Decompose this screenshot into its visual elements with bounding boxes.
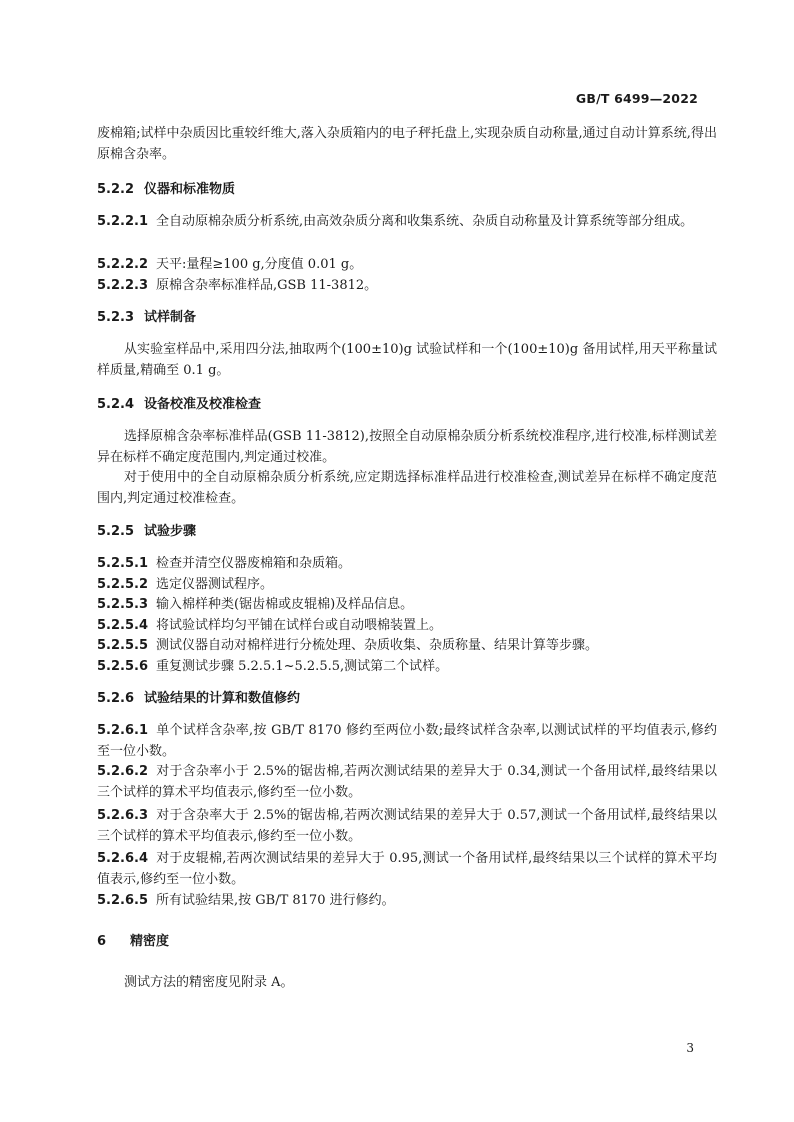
clause-5-2-6-4 (97, 849, 717, 890)
clause-text: 选定仪器测试程序。 (156, 577, 274, 592)
section-number: 5.2.5 (97, 524, 135, 539)
clause-text: 全自动原棉杂质分析系统,由高效杂质分离和收集系统、杂质自动称量及计算系统等部分组成。 (156, 214, 694, 229)
clause-text: 所有试验结果,按 GB/T 8170 进行修约。 (156, 893, 395, 908)
clause-text: 对于含杂率大于 2.5%的锯齿棉,若两次测试结果的差异大于 0.57,测试一个备用试样,最终结果以三个试样的算术平均值表示,修约至一位小数。 (97, 808, 717, 844)
clause-text: 对于皮辊棉,若两次测试结果的差异大于 0.95,测试一个备用试样,最终结果以三个试样的算术平均值表示,修约至一位小数。 (97, 851, 717, 887)
section-number: 5.2.3 (97, 310, 135, 325)
section-5-2-6-heading (97, 689, 717, 710)
clause-5-2-2-1 (97, 212, 717, 233)
clause-5-2-5-2 (97, 575, 717, 596)
clause-5-2-6-2 (97, 762, 717, 803)
clause-5-2-2-3 (97, 276, 717, 297)
section-title: 试样制备 (144, 310, 197, 325)
clause-number: 5.2.5.1 (97, 556, 148, 571)
standard-code: GB/T 6499—2022 (575, 91, 698, 106)
clause-number: 5.2.6.4 (97, 851, 148, 866)
clause-text: 天平:量程≥100 g,分度值 0.01 g。 (156, 257, 363, 272)
section-number: 5.2.4 (97, 397, 135, 412)
section-title: 试验结果的计算和数值修约 (144, 691, 301, 706)
clause-text: 重复测试步骤 5.2.5.1~5.2.5.5,测试第二个试样。 (156, 659, 449, 674)
section-title: 精密度 (130, 934, 170, 949)
section-5-2-4-paragraph-2: 对于使用中的全自动原棉杂质分析系统,应定期选择标准样品进行校准检查,测试差异在标样不确定度范围内,判定通过校准检查。 (97, 470, 717, 506)
clause-5-2-5-1 (97, 554, 717, 575)
clause-number: 5.2.6.2 (97, 764, 148, 779)
section-title: 设备校准及校准检查 (144, 397, 262, 412)
clause-number: 5.2.6.5 (97, 893, 148, 908)
clause-number: 5.2.6.1 (97, 723, 148, 738)
clause-number: 5.2.6.3 (97, 808, 148, 823)
clause-number: 5.2.5.2 (97, 577, 148, 592)
section-5-2-5-heading (97, 522, 717, 543)
clause-number: 5.2.5.4 (97, 618, 148, 633)
clause-number: 5.2.2.1 (97, 214, 148, 229)
clause-number: 5.2.5.6 (97, 659, 148, 674)
clause-text: 检查并清空仪器废棉箱和杂质箱。 (156, 556, 352, 571)
intro-paragraph: 废棉箱;试样中杂质因比重较纤维大,落入杂质箱内的电子秤托盘上,实现杂质自动称量,通过自动计算系统,得出原棉含杂率。 (97, 126, 717, 162)
clause-text: 测试仪器自动对棉样进行分梳处理、杂质收集、杂质称量、结果计算等步骤。 (156, 638, 599, 653)
clause-5-2-5-5 (97, 636, 717, 657)
clause-5-2-6-5 (97, 891, 717, 912)
clause-text: 单个试样含杂率,按 GB/T 8170 修约至两位小数;最终试样含杂率,以测试试样的平均值表示,修约至一位小数。 (97, 723, 717, 759)
section-6-heading (97, 932, 717, 953)
section-5-2-3-paragraph: 从实验室样品中,采用四分法,抽取两个(100±10)g 试验试样和一个(100±10)g 备用试样,用天平称量试样质量,精确至 0.1 g。 (97, 342, 717, 378)
section-number: 5.2.6 (97, 691, 135, 706)
section-title: 试验步骤 (144, 524, 197, 539)
clause-5-2-5-6 (97, 657, 717, 678)
clause-number: 5.2.2.2 (97, 257, 148, 272)
clause-text: 输入棉样种类(锯齿棉或皮辊棉)及样品信息。 (156, 597, 414, 612)
clause-number: 5.2.5.3 (97, 597, 148, 612)
section-title: 仪器和标准物质 (144, 182, 236, 197)
section-6-paragraph: 测试方法的精密度见附录 A。 (124, 975, 294, 990)
section-5-2-4-heading (97, 395, 717, 416)
clause-text: 对于含杂率小于 2.5%的锯齿棉,若两次测试结果的差异大于 0.34,测试一个备用试样,最终结果以三个试样的算术平均值表示,修约至一位小数。 (97, 764, 717, 800)
clause-5-2-5-4 (97, 616, 717, 637)
section-number: 5.2.2 (97, 182, 135, 197)
section-number: 6 (97, 934, 107, 949)
clause-5-2-2-2 (97, 255, 717, 276)
section-5-2-4-paragraph-1: 选择原棉含杂率标准样品(GSB 11-3812),按照全自动原棉杂质分析系统校准程序,进行校准,标样测试差异在标样不确定度范围内,判定通过校准。 (97, 429, 717, 465)
section-5-2-3-heading (97, 308, 717, 329)
clause-5-2-6-3 (97, 806, 717, 847)
clause-5-2-5-3 (97, 595, 717, 616)
clause-number: 5.2.2.3 (97, 278, 148, 293)
page-number: 3 (686, 1041, 694, 1055)
clause-text: 将试验试样均匀平铺在试样台或自动喂棉装置上。 (156, 618, 443, 633)
clause-text: 原棉含杂率标准样品,GSB 11-3812。 (156, 278, 378, 293)
clause-5-2-6-1 (97, 721, 717, 762)
section-5-2-2-heading (97, 180, 717, 201)
clause-number: 5.2.5.5 (97, 638, 148, 653)
